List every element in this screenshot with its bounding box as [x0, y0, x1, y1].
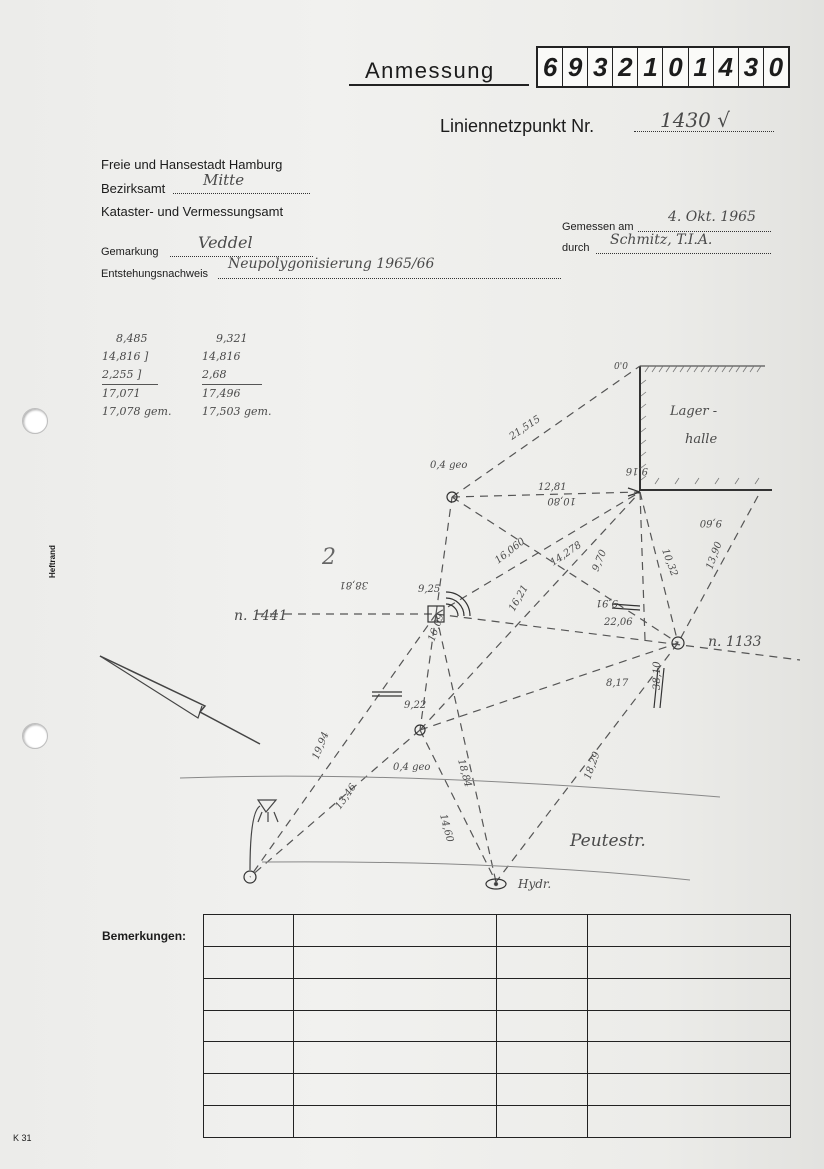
remarks-cell[interactable] — [587, 915, 790, 947]
anmessung-title: Anmessung — [365, 58, 495, 83]
remarks-cell[interactable] — [587, 1010, 790, 1042]
gemarkung-value: Veddel — [198, 233, 253, 252]
measurement-value: 12,81 — [538, 482, 567, 493]
entstehungsnachweis-value: Neupolygonisierung 1965/66 — [228, 256, 435, 272]
measurement-value: 9,60 — [699, 517, 722, 528]
corner-label: 0'0 — [614, 362, 628, 372]
measurement-value: 8,17 — [606, 678, 629, 689]
measurement-value: 38,81 — [339, 579, 368, 590]
durch-label: durch — [562, 242, 590, 254]
form-number-digit: 9 — [563, 48, 588, 86]
remarks-row — [204, 1010, 791, 1042]
form-number-digit: 3 — [739, 48, 764, 86]
remarks-cell[interactable] — [587, 1042, 790, 1074]
building-hatch-top — [645, 366, 761, 372]
form-number-digit: 1 — [689, 48, 714, 86]
svg-text:halle: halle — [685, 432, 718, 447]
building-hatch-bottom — [655, 478, 759, 484]
bezirksamt-value: Mitte — [203, 171, 245, 189]
measurement-value: 14,60 — [437, 812, 456, 844]
form-number-digit: 4 — [714, 48, 739, 86]
remarks-cell[interactable] — [294, 946, 497, 978]
form-number-digit: 1 — [638, 48, 663, 86]
measurement-value: 9,16 — [625, 465, 648, 476]
remarks-row — [204, 946, 791, 978]
measurement-lines — [250, 366, 800, 882]
measurement-value: 16,060 — [493, 536, 528, 567]
form-code: K 31 — [13, 1133, 32, 1143]
measurement-value: 19,94 — [310, 730, 332, 762]
num-2-label: 2 — [322, 545, 336, 570]
remarks-cell[interactable] — [204, 1010, 294, 1042]
lamp-post-head — [258, 800, 276, 812]
lagerhalle-label: Lager - — [670, 404, 718, 419]
building-hatch-side — [641, 380, 646, 480]
form-number-digit: 0 — [768, 51, 784, 82]
geo-bottom-label: 0,4 geo — [393, 762, 431, 773]
form-number-digit: 3 — [588, 48, 613, 86]
geo-top-label: 0,4 geo — [430, 460, 468, 471]
liniennetzpunkt-label: Liniennetzpunkt Nr. — [440, 116, 595, 136]
remarks-cell[interactable] — [204, 946, 294, 978]
remarks-row — [204, 1042, 791, 1074]
entstehungsnachweis-label: Entstehungsnachweis — [101, 268, 209, 280]
remarks-cell[interactable] — [294, 1010, 497, 1042]
calc-c1-r1: 8,485 — [116, 332, 148, 345]
authority-name: Freie und Hansestadt Hamburg — [101, 157, 283, 172]
remarks-cell[interactable] — [497, 1106, 587, 1138]
calc-c2-r4: 17,496 — [202, 387, 241, 400]
mark-double-1 — [372, 692, 402, 696]
remarks-row — [204, 915, 791, 947]
calc-c1-r5: 17,078 gem. — [102, 405, 172, 418]
hydr-label: Hydr. — [518, 877, 552, 891]
measurement-value: 16,09 — [426, 612, 447, 644]
gemarkung-label: Gemarkung — [101, 246, 159, 258]
remarks-row — [204, 1074, 791, 1106]
remarks-label: Bemerkungen: — [102, 929, 187, 943]
measurement-value: 22,06 — [604, 617, 633, 628]
calc-c2-r1: 9,321 — [216, 332, 248, 345]
durch-value: Schmitz, T.I.A. — [610, 232, 713, 248]
calc-c2-r2: 14,816 — [202, 350, 241, 363]
measurement-value: 10,80 — [547, 495, 576, 506]
building-outline — [640, 366, 772, 490]
calc-c1-r2: 14,816 ] — [102, 350, 149, 363]
remarks-cell[interactable] — [204, 1106, 294, 1138]
street-edge-south — [262, 862, 690, 880]
remarks-cell[interactable] — [204, 1042, 294, 1074]
street-edge-north — [180, 776, 720, 797]
calc-c1-r3: 2,255 ] — [102, 366, 158, 385]
remarks-cell[interactable] — [294, 1042, 497, 1074]
remarks-cell[interactable] — [294, 1106, 497, 1138]
measurement-value: 16,21 — [507, 583, 531, 614]
remarks-cell[interactable] — [294, 978, 497, 1010]
calc-c2-r3: 2,68 — [202, 366, 262, 385]
remarks-cell[interactable] — [294, 1074, 497, 1106]
calc-c1-r4: 17,071 — [102, 387, 141, 400]
measurement-value: 18,84 — [455, 757, 474, 789]
remarks-cell[interactable] — [204, 915, 294, 947]
measurement-value: 14,278 — [548, 539, 584, 569]
measurement-value: 18,29 — [582, 750, 603, 782]
measurement-value: 9,22 — [404, 700, 427, 711]
remarks-cell[interactable] — [294, 915, 497, 947]
gemessen-label: Gemessen am — [562, 221, 634, 233]
remarks-cell[interactable] — [497, 915, 587, 947]
gemessen-value: 4. Okt. 1965 — [668, 209, 756, 225]
remarks-cell[interactable] — [587, 1106, 790, 1138]
pt-1133-label: n. 1133 — [708, 634, 762, 650]
peutestr-label: Peutestr. — [570, 831, 646, 851]
lamp-post-pole — [250, 806, 260, 870]
calc-c2-r5: 17,503 gem. — [202, 405, 272, 418]
remarks-cell[interactable] — [497, 1010, 587, 1042]
form-number-digit: 2 — [613, 48, 638, 86]
remarks-row — [204, 978, 791, 1010]
remarks-cell[interactable] — [204, 978, 294, 1010]
measurement-value: 13,90 — [704, 540, 725, 572]
remarks-cell[interactable] — [497, 1074, 587, 1106]
form-number-digit: 0 — [663, 48, 688, 86]
measurement-value: 9,25 — [418, 584, 441, 595]
measurement-value: 13,46 — [333, 781, 359, 812]
remarks-cell[interactable] — [587, 978, 790, 1010]
remarks-row — [204, 1106, 791, 1138]
heftrand-label: Heftrand — [48, 545, 57, 578]
liniennetzpunkt-value: 1430 √ — [660, 108, 730, 132]
remarks-cell[interactable] — [497, 978, 587, 1010]
measurement-value: 21,515 — [507, 413, 543, 443]
measurement-value: 9,91 — [595, 597, 618, 608]
north-arrow — [100, 656, 260, 744]
remarks-table — [203, 914, 791, 1138]
bezirksamt-label: Bezirksamt — [101, 181, 166, 196]
remarks-cell[interactable] — [497, 1042, 587, 1074]
remarks-cell[interactable] — [587, 1074, 790, 1106]
remarks-cell[interactable] — [497, 946, 587, 978]
remarks-cell[interactable] — [204, 1074, 294, 1106]
kataster-amt: Kataster- und Vermessungsamt — [101, 204, 284, 219]
measurement-value: 10,32 — [659, 547, 680, 578]
measurement-value: 9,70 — [590, 548, 610, 574]
measurement-value: 38,10 — [652, 661, 663, 690]
pt-1441-label: n. 1441 — [234, 608, 288, 624]
form-number-digit: 6 — [538, 48, 563, 86]
remarks-cell[interactable] — [587, 946, 790, 978]
